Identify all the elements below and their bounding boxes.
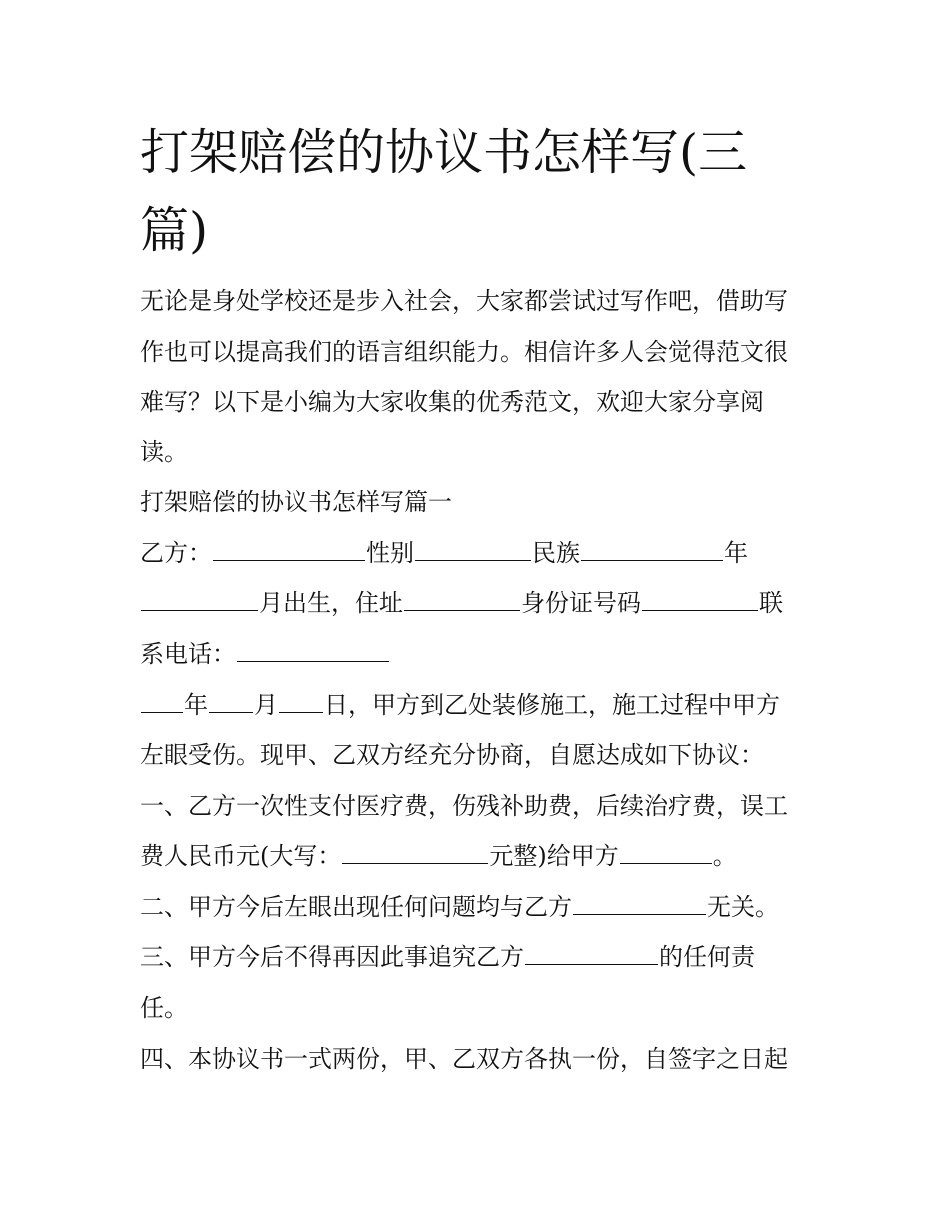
clause-4-line-1: 四、本协议书一式两份，甲、乙双方各执一份，自签字之日起: [140, 1045, 788, 1073]
party-b-label: 乙方：: [140, 539, 212, 567]
contact-label-start: 联: [759, 589, 783, 617]
amount-blank: [342, 841, 488, 864]
injury-line: 左眼受伤。现甲、乙双方经充分协商，自愿达成如下协议：: [140, 741, 764, 769]
clause-3-line-2: 任。: [140, 994, 188, 1022]
party-b-line-3: [140, 639, 390, 669]
date-rest: 日，甲方到乙处装修施工，施工过程中甲方: [324, 691, 780, 719]
phone-blank: [237, 639, 389, 662]
clause-3-line-1: [140, 942, 755, 972]
clause-3-blank: [525, 942, 658, 965]
intro-line-3: 难写？以下是小编为大家收集的优秀范文，欢迎大家分享阅: [140, 388, 764, 416]
date-year-label: 年: [184, 691, 208, 719]
id-number-label: 身份证号码: [521, 589, 641, 617]
gender-blank: [415, 538, 531, 561]
date-line: [140, 690, 780, 720]
intro-line-2: 作也可以提高我们的语言组织能力。相信许多人会觉得范文很: [140, 338, 788, 366]
date-year-blank: [141, 690, 183, 713]
date-month-label: 月: [254, 691, 278, 719]
address-blank: [404, 588, 520, 611]
clause-1-line-1: 一、乙方一次性支付医疗费，伤残补助费，后续治疗费，误工: [140, 792, 788, 820]
contact-label-end: 系电话：: [140, 640, 236, 668]
intro-line-1: 无论是身处学校还是步入社会，大家都尝试过写作吧，借助写: [140, 287, 788, 315]
clause-2-end: 无关。: [707, 893, 779, 921]
date-day-blank: [279, 690, 323, 713]
party-b-line-2: [140, 588, 783, 618]
intro-line-4: 读。: [140, 438, 188, 466]
clause-2-start: 二、甲方今后左眼出现任何问题均与乙方: [140, 893, 572, 921]
year-label: 年: [724, 539, 748, 567]
clause-2-line: [140, 892, 779, 922]
date-month-blank: [209, 690, 253, 713]
gender-label: 性别: [366, 539, 414, 567]
birth-label: 月出生，住址: [259, 589, 403, 617]
title-line-1: 打架赔偿的协议书怎样写(三: [140, 124, 748, 181]
id-number-blank: [642, 588, 758, 611]
document-title: [140, 114, 820, 270]
clause-2-blank: [573, 892, 706, 915]
clause-3-end: 的任何责: [659, 943, 755, 971]
clause-1-payee-label: 元整)给甲方: [489, 842, 619, 870]
birth-year-blank: [141, 588, 258, 611]
ethnicity-label: 民族: [532, 539, 580, 567]
payee-blank: [620, 841, 712, 864]
clause-1-line-2: [140, 841, 737, 871]
name-blank: [213, 538, 365, 561]
title-line-2: 篇): [140, 202, 209, 259]
party-b-line-1: [140, 538, 748, 568]
section-heading: 打架赔偿的协议书怎样写篇一: [140, 488, 452, 516]
clause-3-start: 三、甲方今后不得再因此事追究乙方: [140, 943, 524, 971]
ethnicity-blank: [581, 538, 723, 561]
clause-1-amount-label: 费人民币元(大写：: [140, 842, 342, 870]
clause-1-end: 。: [712, 842, 737, 870]
